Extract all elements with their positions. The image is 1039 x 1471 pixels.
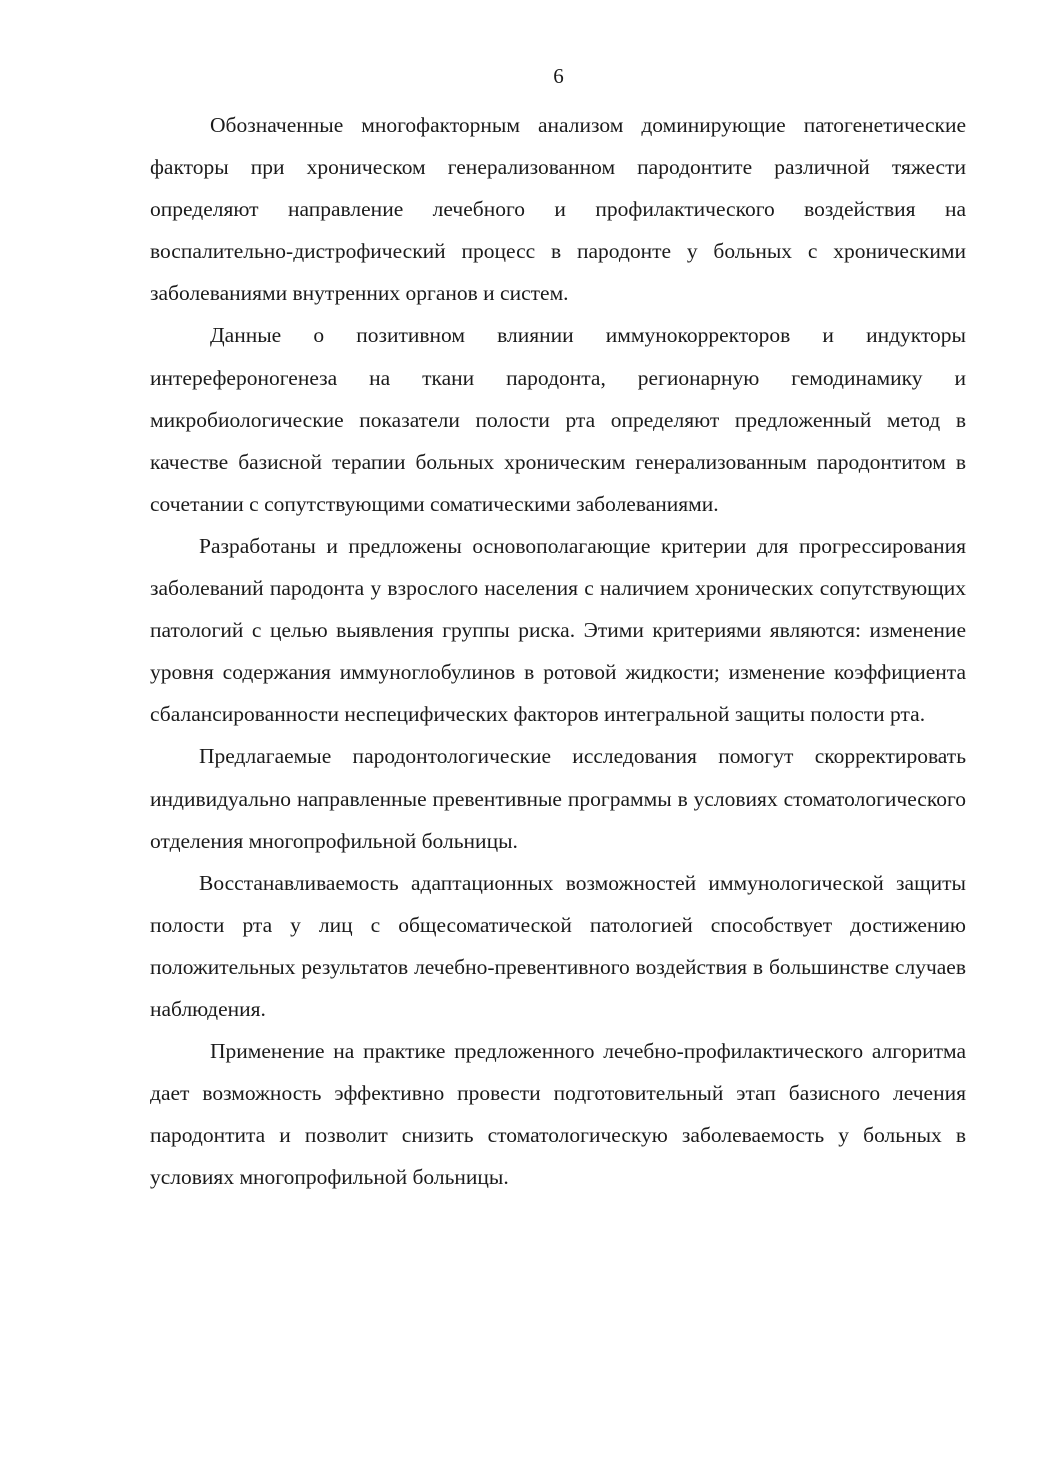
- paragraph-immunocorrectors: Данные о позитивном влиянии иммунокорректоров и индукторы интерефероногенеза на ткани пародонта, регионарную гемодинамику и микробиологические показатели полости рта определяют предложенный метод в качестве базисной терапии больных хроническим генерализованным пародонтитом в сочетании с сопутствующими соматическими заболеваниями.: [150, 323, 966, 516]
- paragraph-preventive-programs: Предлагаемые пародонтологические исследования помогут скорректировать индивидуально направленные превентивные программы в условиях стоматологического отделения многопрофильной больницы.: [150, 744, 966, 853]
- paragraph-immune-recovery: Восстанавливаемость адаптационных возможностей иммунологической защиты полости рта у лиц с общесоматической патологией способствует достижению положительных результатов лечебно-превентивного воздействия в большинстве случаев наблюдения.: [150, 870, 966, 1021]
- page-number: 6: [553, 64, 564, 88]
- paragraph-risk-criteria: Разработаны и предложены основополагающие критерии для прогрессирования заболеваний пародонта у взрослого населения с наличием хронических сопутствующих патологий с целью выявления группы риска. Этими критериями являются: изменение уровня содержания иммуноглобулинов в ротовой жидкости; изменение коэффициента сбалансированности неспецифических факторов интегральной защиты полости рта.: [150, 533, 966, 727]
- body-text: [150, 104, 966, 1198]
- paragraph-algorithm-application: Применение на практике предложенного лечебно-профилактического алгоритма дает возможность эффективно провести подготовительный этап базисного лечения пародонтита и позволит снизить стоматологическую заболеваемость у больных в условиях многопрофильной больницы.: [150, 1039, 966, 1190]
- paragraph-dominant-factors: Обозначенные многофакторным анализом доминирующие патогенетические факторы при хроническом генерализованном пародонтите различной тяжести определяют направление лечебного и профилактического воздействия на воспалительно-дистрофический процесс в пародонте у больных с хроническими заболеваниями внутренних органов и систем.: [150, 113, 966, 306]
